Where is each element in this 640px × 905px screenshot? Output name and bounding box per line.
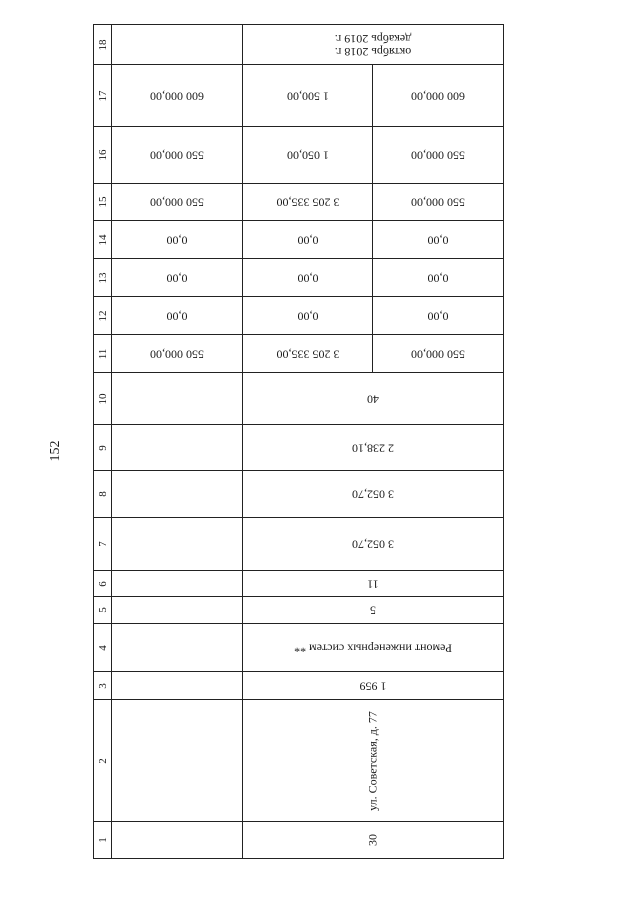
cell-col-bc: [243, 624, 503, 671]
cell-value: 40: [367, 392, 379, 406]
cell-col-bc: [243, 822, 503, 858]
cell-value: 550 000,00: [150, 195, 204, 210]
row-number-cell: [94, 822, 112, 858]
table-row-14: [94, 221, 503, 259]
cell-col-a: [112, 373, 243, 424]
row-number: 12: [96, 310, 109, 321]
cell-col-bc: [243, 471, 503, 517]
cell-value: 3 205 335,00: [276, 347, 339, 361]
table-row-12: [94, 297, 503, 335]
row-number: 2: [96, 757, 109, 764]
row-number-cell: [94, 127, 112, 183]
cell-value: 550 000,00: [150, 148, 204, 163]
cell-col-a: [112, 127, 243, 183]
row-number: 18: [96, 39, 109, 50]
row-number: 1: [96, 837, 109, 843]
cell-col-c: [373, 221, 503, 258]
table-row-11: [94, 335, 503, 373]
cell-value: 3 052,70: [352, 487, 394, 502]
row-number-cell: [94, 335, 112, 372]
cell-col-a: [112, 65, 243, 126]
cell-col-c: [373, 259, 503, 296]
cell-col-a: [112, 571, 243, 596]
cell-col-a: [112, 25, 243, 64]
cell-col-a: [112, 297, 243, 334]
cell-value: 0,00: [166, 233, 188, 247]
table-row-13: [94, 259, 503, 297]
row-number: 5: [96, 607, 109, 613]
cell-value: 600 000,00: [150, 89, 204, 103]
table-row-3: [94, 672, 503, 700]
page-number: 152: [48, 440, 63, 462]
cell-col-a: [112, 335, 243, 372]
cell-col-bc: [243, 373, 503, 424]
table-row-1: [94, 822, 503, 858]
cell-col-a: [112, 597, 243, 623]
row-number: 13: [96, 272, 109, 283]
cell-value: Ремонт инженерных систем **: [294, 641, 452, 655]
row-number-cell: [94, 571, 112, 596]
row-number-cell: [94, 297, 112, 334]
cell-col-b: [243, 184, 373, 220]
row-number-cell: [94, 373, 112, 424]
row-number-cell: [94, 259, 112, 296]
cell-col-b: [243, 65, 373, 126]
cell-col-c: [373, 127, 503, 183]
table-row-16: [94, 127, 503, 184]
row-number: 11: [96, 348, 109, 359]
row-number-cell: [94, 597, 112, 623]
cell-col-bc: [243, 700, 503, 821]
table-row-6: [94, 571, 503, 597]
row-number: 9: [96, 444, 109, 451]
cell-col-a: [112, 259, 243, 296]
cell-value: 600 000,00: [411, 89, 465, 103]
cell-value: 3 052,70: [352, 537, 394, 552]
cell-col-bc: [243, 425, 503, 470]
cell-col-bc: [243, 597, 503, 623]
cell-col-a: [112, 822, 243, 858]
cell-value: 5: [370, 603, 376, 618]
data-table: [93, 24, 504, 859]
row-number-cell: [94, 65, 112, 126]
table-row-2: [94, 700, 503, 822]
cell-value: 0,00: [297, 233, 318, 247]
cell-value: 550 000,00: [150, 347, 204, 361]
period-end: декабрь 2019 г.: [334, 31, 412, 46]
table-row-7: [94, 518, 503, 571]
cell-value: 0,00: [427, 271, 449, 285]
cell-col-b: [243, 221, 373, 258]
cell-value: ул. Советская, д. 77: [365, 710, 380, 811]
cell-col-b: [243, 335, 373, 372]
cell-col-c: [373, 65, 503, 126]
row-number-cell: [94, 25, 112, 64]
row-number-cell: [94, 700, 112, 821]
cell-col-c: [373, 297, 503, 334]
row-number-cell: [94, 184, 112, 220]
row-number-cell: [94, 672, 112, 699]
row-number-cell: [94, 425, 112, 470]
cell-col-bc: [243, 518, 503, 570]
cell-col-c: [373, 184, 503, 220]
row-number: 15: [96, 196, 109, 208]
cell-col-a: [112, 672, 243, 699]
cell-col-a: [112, 700, 243, 821]
cell-col-bc: [243, 571, 503, 596]
cell-value: 2 238,10: [352, 441, 394, 455]
cell-col-a: [112, 221, 243, 258]
row-number: 10: [96, 393, 109, 404]
cell-value: 1 959: [359, 679, 387, 693]
cell-value: 30: [365, 834, 380, 846]
cell-value: 0,00: [166, 271, 188, 285]
row-number: 17: [96, 90, 109, 101]
row-number: 4: [96, 644, 109, 651]
row-number: 8: [96, 491, 109, 497]
cell-value: 550 000,00: [411, 195, 465, 210]
row-number: 6: [96, 580, 109, 587]
cell-value: 1 500,00: [286, 89, 329, 103]
table-row-18: [94, 25, 503, 65]
table-row-8: [94, 471, 503, 518]
cell-col-a: [112, 624, 243, 671]
table-row-17: [94, 65, 503, 127]
cell-col-c: [373, 335, 503, 372]
table-row-5: [94, 597, 503, 624]
row-number-cell: [94, 624, 112, 671]
table-row-9: [94, 425, 503, 471]
cell-col-b: [243, 259, 373, 296]
cell-col-b: [243, 127, 373, 183]
row-number: 14: [96, 234, 109, 245]
period-text: [335, 32, 412, 58]
cell-value: 3 205 335,00: [276, 195, 339, 210]
row-number: 3: [96, 682, 109, 689]
cell-value: 0,00: [297, 271, 318, 285]
cell-col-bc: [243, 672, 503, 699]
cell-value: 0,00: [427, 233, 449, 247]
cell-value: 1 050,00: [286, 148, 329, 163]
table-row-4: [94, 624, 503, 672]
cell-col-bc: [243, 25, 503, 64]
cell-value: 0,00: [427, 309, 449, 323]
table-row-10: [94, 373, 503, 425]
cell-col-a: [112, 518, 243, 570]
row-number-cell: [94, 518, 112, 570]
cell-value: 11: [367, 577, 379, 591]
table-row-15: [94, 184, 503, 221]
cell-col-b: [243, 297, 373, 334]
period-start: октябрь 2018 г.: [334, 44, 412, 59]
row-number-cell: [94, 221, 112, 258]
row-number: 16: [96, 149, 109, 161]
cell-col-a: [112, 471, 243, 517]
cell-value: 550 000,00: [411, 347, 465, 361]
cell-col-a: [112, 425, 243, 470]
cell-col-a: [112, 184, 243, 220]
cell-value: 550 000,00: [411, 148, 465, 163]
row-number: 7: [96, 541, 109, 547]
cell-value: 0,00: [297, 309, 318, 323]
row-number-cell: [94, 471, 112, 517]
cell-value: 0,00: [166, 309, 188, 323]
